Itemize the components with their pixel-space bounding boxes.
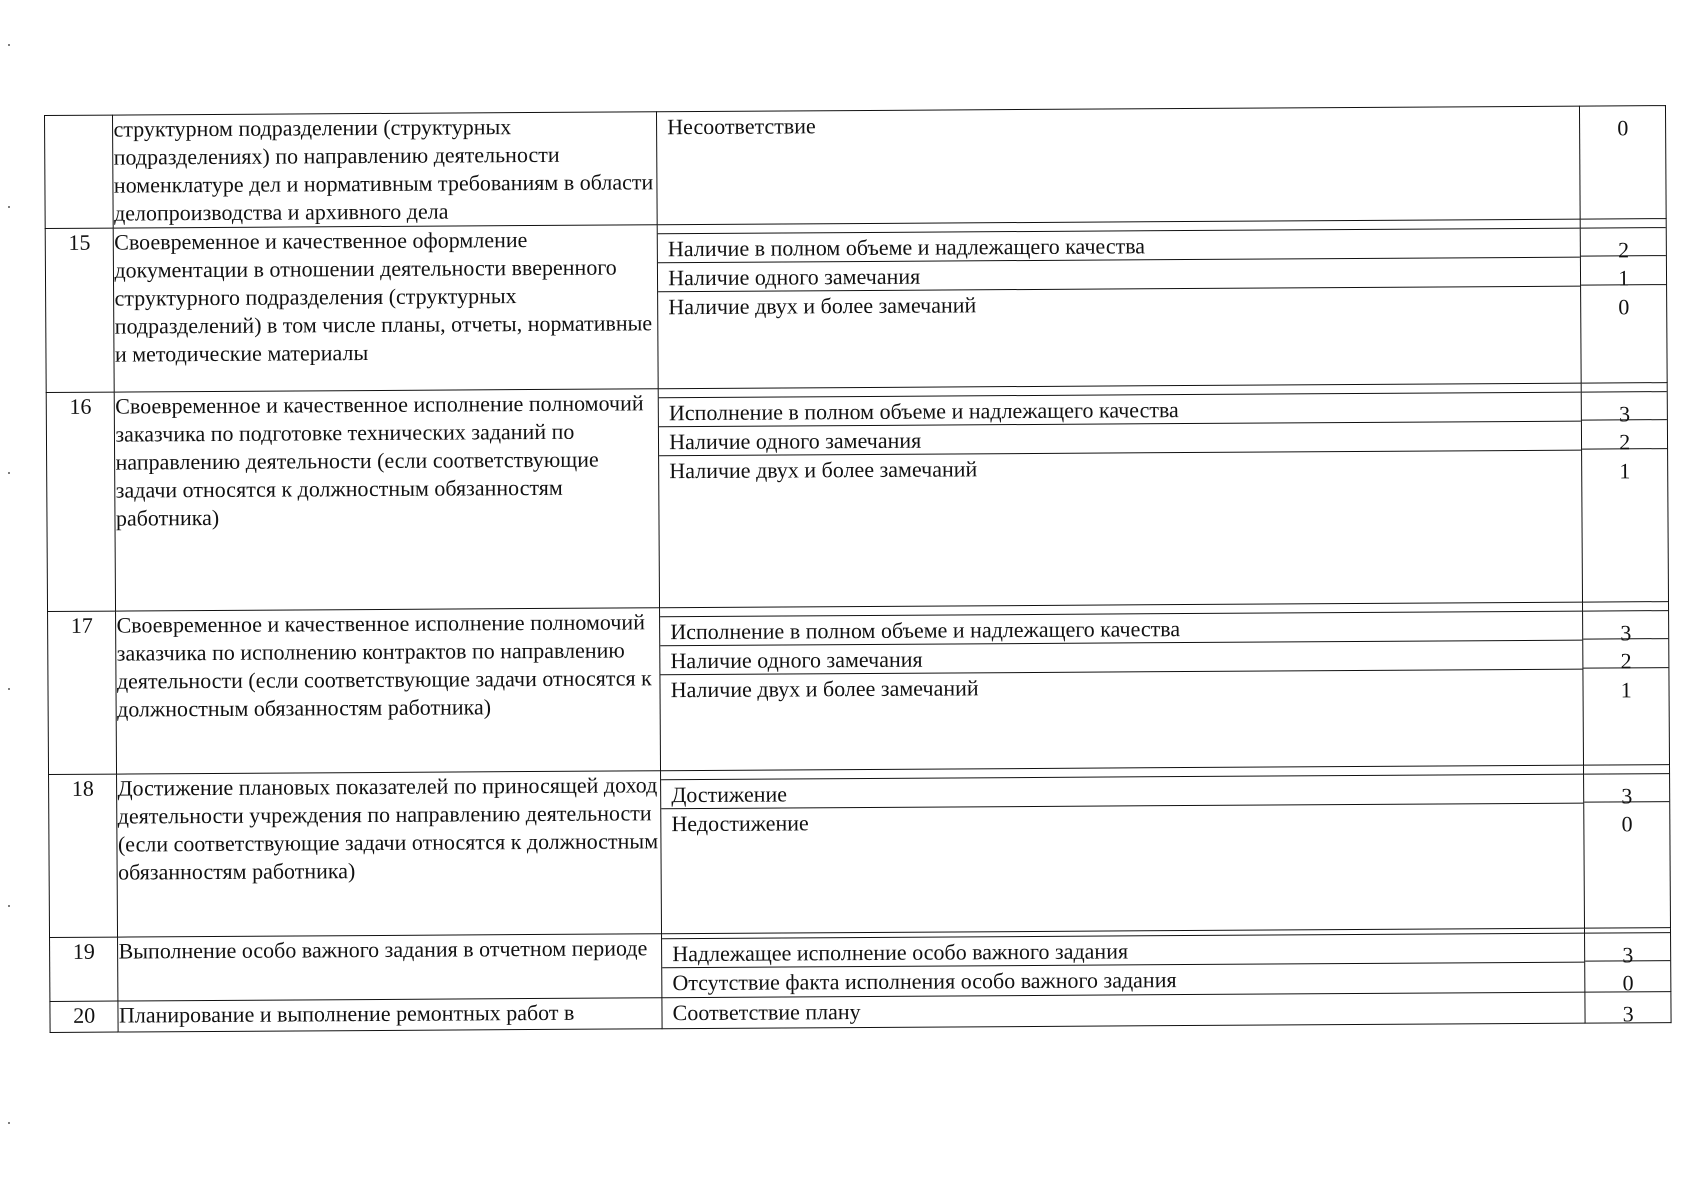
score-cell (1583, 602, 1670, 766)
score-value: 2 (1581, 227, 1666, 257)
criterion-cell: Планирование и выполнение ремонтных работ в (118, 998, 662, 1032)
score-value: 2 (1584, 639, 1669, 669)
grade-option: Наличие одного замечания (658, 258, 1580, 293)
score-cell (1585, 928, 1671, 996)
grade-cell (662, 992, 1585, 1029)
table-row (50, 928, 1671, 1002)
grade-option: Достижение (661, 774, 1583, 810)
table-row (49, 765, 1671, 938)
table-row (46, 383, 1668, 612)
score-value: 2 (1582, 420, 1667, 450)
score-value: 1 (1620, 677, 1632, 703)
row-number: 15 (45, 228, 114, 392)
criterion-cell: Своевременное и качественное оформление документации в отношении деятельности вверенного структурного подразделения (структурных подразделений) в том числе планы, отчеты, нормативные и методические материалы (114, 225, 659, 392)
row-number: 19 (50, 937, 119, 1001)
score-cell (1580, 106, 1666, 220)
grade-option: Наличие двух и более замечаний (670, 675, 979, 703)
table-row (45, 219, 1667, 393)
score-value: 3 (1582, 391, 1667, 421)
grade-option: Наличие двух и более замечаний (668, 292, 977, 320)
scan-mark (8, 206, 10, 208)
grade-option: Несоответствие (667, 113, 816, 140)
grade-cell (658, 383, 1583, 608)
score-value: 0 (1622, 970, 1634, 996)
criterion-cell: Достижение плановых показателей по приносящей доход деятельности учреждения по направлению деятельности (если соответствующие задачи относятся к должностным обязанностям работника) (117, 771, 662, 937)
grade-cell (661, 765, 1585, 934)
grade-option: Исполнение в полном объеме и надлежащего качества (660, 611, 1582, 647)
criterion-cell: Выполнение особо важного задания в отчетном периоде (118, 934, 662, 1001)
grade-cell (660, 602, 1584, 771)
score-value: 0 (1617, 115, 1629, 141)
criterion-cell: Своевременное и качественное исполнение полномочий заказчика по исполнению контрактов по направлению деятельности (если соответствующие задачи относятся к должностным обязанностям работника) (116, 608, 661, 774)
grade-cell (657, 219, 1581, 389)
scan-mark (8, 472, 10, 474)
table-row (45, 106, 1667, 229)
scan-mark (8, 1122, 10, 1124)
score-cell (1582, 383, 1669, 603)
grade-option: Соответствие плану (672, 999, 861, 1026)
score-value: 3 (1583, 610, 1668, 640)
grade-option: Исполнение в полном объеме и надлежащего качества (659, 392, 1581, 428)
score-value: 0 (1621, 811, 1633, 837)
grade-option: Наличие двух и более замечаний (669, 456, 978, 484)
row-number (45, 115, 114, 228)
grade-option: Недостижение (671, 810, 809, 837)
row-number: 17 (48, 611, 117, 774)
grade-cell (662, 928, 1586, 998)
grade-option: Отсутствие факта исполнения особо важного задания (672, 967, 1177, 996)
criteria-table (44, 105, 1672, 1033)
grade-option: Наличие одного замечания (660, 641, 1582, 676)
criterion-cell: Своевременное и качественное исполнение полномочий заказчика по подготовке технических заданий по направлению деятельности (если соответствующие задачи относятся к должностным обязанностям работника) (115, 389, 660, 611)
score-cell (1581, 219, 1668, 384)
scan-mark (8, 688, 10, 690)
row-number: 16 (46, 392, 116, 611)
scan-mark (8, 44, 10, 46)
score-value: 1 (1581, 256, 1666, 286)
grade-cell (657, 106, 1581, 225)
score-value: 3 (1622, 1001, 1634, 1027)
row-number: 18 (49, 774, 118, 937)
grade-option: Надлежащее исполнение особо важного задания (662, 933, 1584, 969)
score-value: 0 (1618, 294, 1630, 320)
grade-option: Наличие в полном объеме и надлежащего качества (658, 228, 1580, 264)
score-value: 3 (1585, 932, 1670, 962)
score-cell (1584, 765, 1671, 929)
score-cell (1585, 992, 1671, 1027)
criterion-cell: структурном подразделении (структурных подразделениях) по направлению деятельности номенклатуре дел и нормативным требованиям в области делопроизводства и архивного дела (113, 112, 657, 228)
grade-option: Наличие одного замечания (659, 422, 1581, 457)
row-number: 20 (50, 1001, 119, 1032)
scan-mark (8, 905, 10, 907)
score-value: 3 (1584, 773, 1669, 803)
score-value: 1 (1619, 458, 1631, 484)
table-row (48, 602, 1670, 775)
